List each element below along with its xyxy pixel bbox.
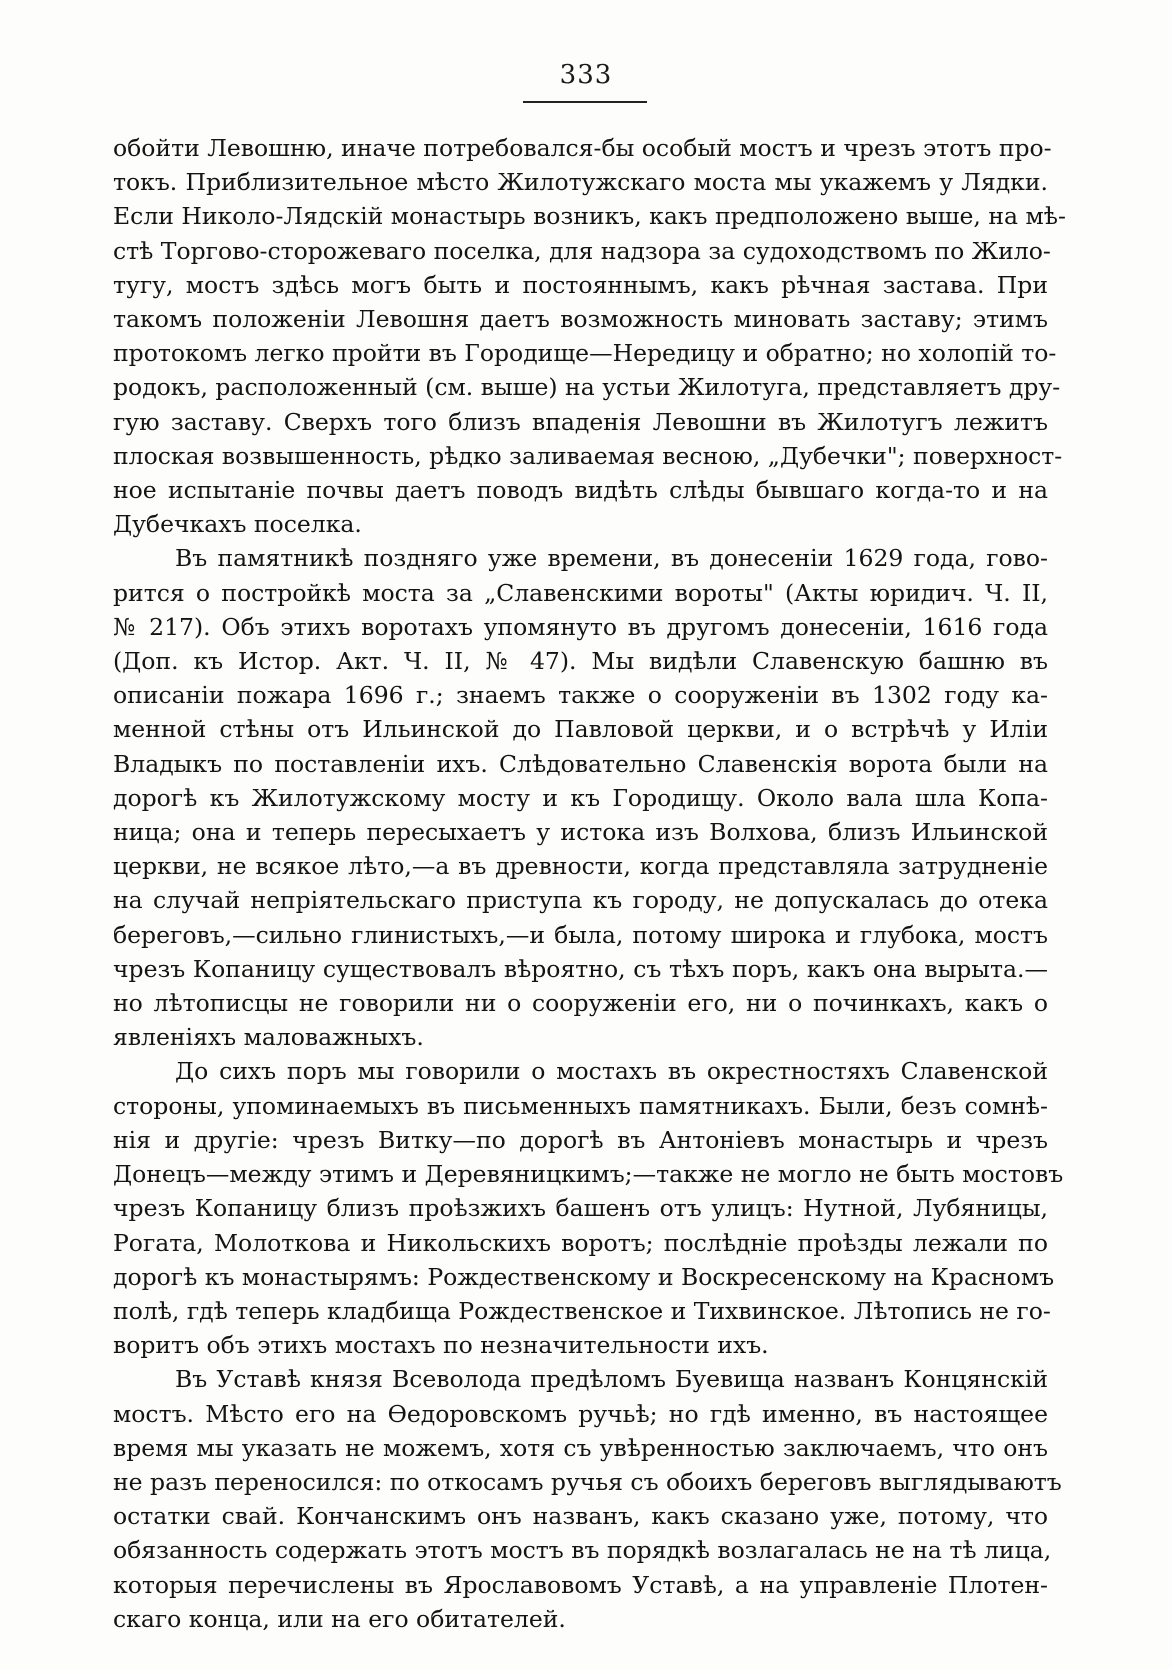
text-line: № 217). Объ этихъ воротахъ упомянуто въ другомъ донесеніи, 1616 года xyxy=(113,612,1048,641)
text-line: описаніи пожара 1696 г.; знаемъ также о сооруженіи въ 1302 году ка- xyxy=(113,681,1048,710)
text-line: которыя перечислены въ Ярославовомъ Уставѣ, а на управленіе Плотен- xyxy=(113,1570,1048,1599)
paragraph-4 xyxy=(113,1362,1062,1636)
text-line: обойти Левошню, иначе потребовался-бы особый мостъ и чрезъ этотъ про- xyxy=(113,134,1052,162)
text-line: нія и другіе: чрезъ Витку—по дорогѣ въ Антоніевъ монастырь и чрезъ xyxy=(113,1125,1048,1154)
text-line: время мы указать не можемъ, хотя съ увѣренностью заключаемъ, что онъ xyxy=(113,1433,1048,1462)
text-line: Въ Уставѣ князя Всеволода предѣломъ Буевища названъ Концянскій xyxy=(175,1365,1048,1394)
text-line: воритъ объ этихъ мостахъ по незначительности ихъ. xyxy=(113,1331,769,1360)
paragraph-2 xyxy=(113,541,1048,1054)
text-line: чрезъ Копаницу близъ проѣзжихъ башенъ отъ улицъ: Нутной, Лубяницы, xyxy=(113,1194,1048,1223)
text-line: Рогата, Молоткова и Никольскихъ воротъ; послѣдніе проѣзды лежали по xyxy=(113,1228,1048,1257)
page-number-rule xyxy=(523,101,647,103)
text-line: ница; она и теперь пересыхаетъ у истока изъ Волхова, близъ Ильинской xyxy=(113,818,1048,847)
text-line: тугу, мостъ здѣсь могъ быть и постояннымъ, какъ рѣчная застава. При xyxy=(113,270,1048,299)
text-line: не разъ переносился: по откосамъ ручья съ обоихъ береговъ выглядываютъ xyxy=(113,1467,1062,1496)
text-line: Донецъ—между этимъ и Деревяницкимъ;—также не могло не быть мостовъ xyxy=(113,1160,1064,1189)
text-line: на случай непріятельскаго приступа къ городу, не допускалась до отека xyxy=(113,886,1048,915)
text-line: мостъ. Мѣсто его на Ѳедоровскомъ ручьѣ; но гдѣ именно, въ настоящее xyxy=(113,1399,1048,1428)
text-line: стороны, упоминаемыхъ въ письменныхъ памятникахъ. Были, безъ сомнѣ- xyxy=(113,1091,1048,1120)
text-line: церкви, не всякое лѣто,—а въ древности, когда представляла затрудненіе xyxy=(113,852,1048,881)
page-number: 333 xyxy=(559,60,613,90)
text-line: Если Николо-Лядскій монастырь возникъ, какъ предположено выше, на мѣ- xyxy=(113,202,1066,231)
text-line: дорогѣ къ Жилотужскому мосту и къ Городищу. Около вала шла Копа- xyxy=(113,783,1048,812)
text-line: полѣ, гдѣ теперь кладбища Рождественское и Тихвинское. Лѣтопись не го- xyxy=(113,1296,1051,1325)
text-line: береговъ,—сильно глинистыхъ,—и была, потому широка и глубока, мостъ xyxy=(113,920,1048,949)
text-line: Дубечкахъ поселка. xyxy=(113,510,362,539)
text-line: остатки свай. Кончанскимъ онъ названъ, какъ сказано уже, потому, что xyxy=(113,1502,1048,1531)
text-line: токъ. Приблизительное мѣсто Жилотужскаго моста мы укажемъ у Лядки. xyxy=(113,168,1048,197)
text-line: родокъ, расположенный (см. выше) на устьи Жилотуга, представляетъ дру- xyxy=(113,373,1061,402)
text-line: явленіяхъ маловажныхъ. xyxy=(113,1023,424,1052)
text-line: протокомъ легко пройти въ Городище—Нередицу и обратно; но холопій то- xyxy=(113,339,1057,368)
text-line: Въ памятникѣ позднягo уже времени, въ донесеніи 1629 года, гово- xyxy=(175,544,1048,573)
text-line: дорогѣ къ монастырямъ: Рождественскому и Воскресенскому на Красномъ xyxy=(113,1262,1055,1291)
text-line: Владыкъ по поставленіи ихъ. Слѣдовательно Славенскія ворота были на xyxy=(113,749,1048,778)
text-line: менной стѣны отъ Ильинской до Павловой церкви, и о встрѣчѣ у Иліи xyxy=(113,715,1048,744)
text-line: плоская возвышенность, рѣдко заливаемая весною, „Дубечки"; поверхност- xyxy=(113,441,1063,470)
body-text xyxy=(113,131,1066,1636)
text-line: такомъ положеніи Левошня даетъ возможность миновать заставу; этимъ xyxy=(113,305,1048,334)
text-line: До сихъ поръ мы говорили о мостахъ въ окрестностяхъ Славенской xyxy=(175,1057,1048,1086)
text-line: (Доп. къ Истор. Акт. Ч. II, № 47). Мы видѣли Славенскую башню въ xyxy=(113,647,1048,676)
text-line: рится о постройкѣ моста за „Славенскими вороты" (Акты юридич. Ч. II, xyxy=(113,578,1048,607)
paragraph-1 xyxy=(113,131,1066,541)
text-line: ное испытаніе почвы даетъ поводъ видѣть слѣды бывшаго когда-то и на xyxy=(113,476,1048,505)
text-line: стѣ Торгово-сторожеваго поселка, для надзора за судоходствомъ по Жило- xyxy=(113,236,1051,265)
text-line: но лѣтописцы не говорили ни о сооруженіи его, ни о починкахъ, какъ о xyxy=(113,989,1048,1018)
paragraph-3 xyxy=(113,1054,1064,1362)
text-line: гую заставу. Сверхъ того близъ впаденія Левошни въ Жилотугъ лежитъ xyxy=(113,407,1048,436)
text-line: обязанность содержать этотъ мостъ въ порядкѣ возлагалась не на тѣ лица, xyxy=(113,1536,1052,1565)
text-line: скаго конца, или на его обитателей. xyxy=(113,1604,566,1633)
text-line: чрезъ Копаницу существовалъ вѣроятно, съ тѣхъ поръ, какъ она вырыта.— xyxy=(113,954,1048,983)
